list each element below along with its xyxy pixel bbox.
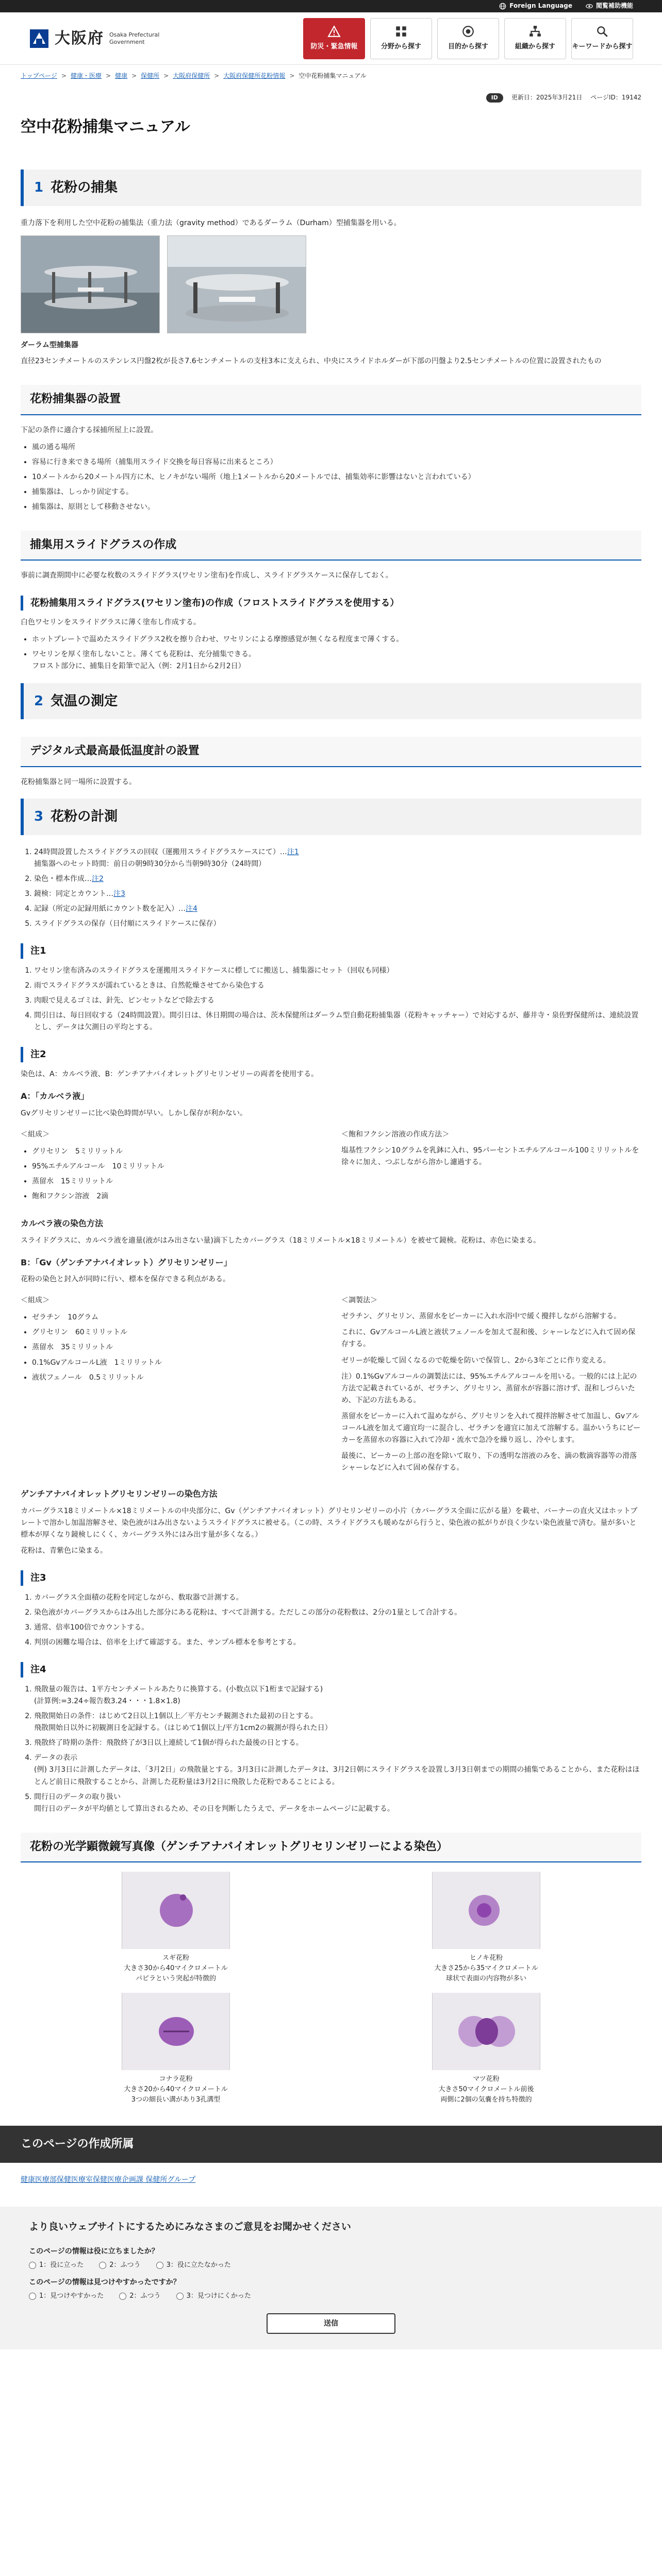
frost-steps xyxy=(32,634,641,672)
survey-question-2: このページの情報は見つけやすかったですか？ xyxy=(29,2278,180,2287)
radio-option[interactable]: 3：見つけにくかった xyxy=(176,2291,251,2301)
radio-option[interactable]: 2：ふつう xyxy=(119,2291,160,2301)
logo-text: 大阪府 xyxy=(55,29,104,47)
page-meta xyxy=(0,88,662,103)
breadcrumb-current: 空中花粉捕集マニュアル xyxy=(299,72,367,79)
setup-conditions xyxy=(32,442,641,513)
osaka-emblem-icon xyxy=(29,28,49,49)
breadcrumb-home[interactable]: トップページ xyxy=(21,72,57,79)
section-heading-collection: 1 花粉の捕集 xyxy=(21,170,641,206)
subheading-slide-prep: 捕集用スライドグラスの作成 xyxy=(21,531,641,561)
list-item: 1. 飛散量の報告は、1平方センチメートルあたりに換算する。(小数点以下1桁まで記録する) (計算例:=3.24÷報告数3.24・・・1.8×1.8) xyxy=(34,1684,641,1707)
list-item: 5. 間行日のデータの取り扱い 間行日のデータが平均値として算出されるため、その日を判断したうえで、データをホームページに記載する。 xyxy=(34,1791,641,1815)
sampler-photo-1 xyxy=(21,235,160,333)
main-content xyxy=(0,170,662,2349)
note-2-heading: 注2 xyxy=(21,1047,641,1062)
radio-option[interactable]: 3：役に立たなかった xyxy=(156,2260,231,2270)
survey-title: より良いウェブサイトにするためにみなさまのご意見をお聞かせください xyxy=(29,2221,351,2233)
micrograph-konara: コナラ花粉 大きさ20から40マイクロメートル 3つの細長い溝があり3孔溝型 xyxy=(21,1993,331,2105)
pollen-image xyxy=(122,1872,230,1949)
micrograph-hinoki: ヒノキ花粉 大きさ25から35マイクロメートル 球状で表面の内容物が多い xyxy=(331,1872,641,1984)
gv-stain-note: 花粉は、青紫色に染まる。 xyxy=(21,1547,107,1555)
contact-heading: このページの作成所属 xyxy=(0,2126,662,2163)
breadcrumb-osaka-health-center[interactable]: 大阪府保健所 xyxy=(173,72,210,79)
survey-options-1 xyxy=(29,2260,633,2270)
subheading-micrographs: 花粉の光学顕微鏡写真像（ゲンチアナバイオレットグリセリンゼリーによる染色） xyxy=(21,1833,641,1862)
subheading-thermometer: デジタル式最高最低温度計の設置 xyxy=(21,737,641,767)
micrograph-matsu: マツ花粉 大きさ50マイクロメートル前後 両側に2個の気嚢を持ち特徴的 xyxy=(331,1993,641,2105)
gv-desc: 花粉の染色と封入が同時に行い、標本を保存できる利点がある。 xyxy=(21,1275,230,1284)
radio-option[interactable]: 1：役に立った xyxy=(29,2260,84,2270)
note-3-list xyxy=(34,1592,641,1649)
breadcrumb: トップページ > 健康・医療 > 健康 > 保健所 > 大阪府保健所 > 大阪府保健所花粉情報 > 空中花粉捕集マニュアル xyxy=(0,65,662,88)
list-item: • 捕集器は、原則として移動させない。 xyxy=(32,501,641,513)
list-item: • 容易に行き来できる場所（捕集用スライド交換を毎日容易に出来るところ） xyxy=(32,456,641,468)
sampler-photos xyxy=(21,235,641,333)
prep-label: ＜調製法＞ xyxy=(341,1296,377,1305)
list-item: 4. データの表示 (例) 3月3日に計測したデータは、「3月2日」の飛散量とする。3月3日に計測したデータは、3月2日朝にスライドグラスを設置し3月3日朝までの期間の捕集であることから、また花粉はほとんど前日に飛散することから、計測した花粉量は3月2日に飛散した花粉であることによる。 xyxy=(34,1752,641,1788)
survey-question-1: このページの情報は役に立ちましたか？ xyxy=(29,2247,159,2256)
composition-label: ＜組成＞ xyxy=(21,1296,49,1305)
composition-label: ＜組成＞ xyxy=(21,1130,49,1139)
logo-subtext: Osaka Prefectural Government xyxy=(109,31,160,45)
micrograph-grid xyxy=(21,1872,641,2105)
gv-stain-desc: カバーグラス18ミリメートル×18ミリメートルの中央部分に、Gv（ゲンチアナバイオレット）グリセリンゼリーの小片（カバーグラス全面に広がる量）を載せ、バーナーの直火又はホットプレートで溶かし加温溶解させ、染色液がはみ出さないようスライドグラスに被せる。（この時、スライドグラスも暖めながら行うと、染色液の拡がりが良く少ない染色液量で済む。量が多いと標本が厚くなり鏡検しにくく、カバーグラス外にはみ出す量が多くなる。） xyxy=(21,1506,638,1539)
nav-emergency[interactable]: 防災・緊急情報 xyxy=(303,18,365,59)
note-1-link[interactable]: 注1 xyxy=(287,848,299,856)
list-item: 2. 染色液がカバーグラスからはみ出した部分にある花粉は、すべて計測する。ただしこの部分の花粉数は、2分の1量として合計する。 xyxy=(34,1607,641,1619)
list-item: 4. 記録（所定の記録用紙にカウント数を記入）…注4 xyxy=(34,903,641,915)
list-item: 1. ワセリン塗布済みのスライドグラスを運搬用スライドケースに標してに搬送し、捕集器にセット（回収も同様） xyxy=(34,965,641,977)
note-2-link[interactable]: 注2 xyxy=(92,874,104,883)
list-item: • 風の通る場所 xyxy=(32,442,641,453)
org-icon xyxy=(528,25,542,38)
list-item: • 10メートルから20メートル四方に木、ヒノキがない場所（地上1メートルから20メートルでは、捕集効率に影響はないと言われている） xyxy=(32,471,641,483)
subheading-setup: 花粉捕集器の設置 xyxy=(21,385,641,415)
pollen-image xyxy=(122,1993,230,2070)
prep-paragraph: これに、GvアルコールL液と液状フェノールを加えて混和後、シャーレなどに入れて固め保存する。 xyxy=(341,1328,636,1349)
gv-title: B：「Gv（ゲンチアナバイオレット）グリセリンゼリー」 xyxy=(21,1257,232,1267)
carbera-desc: Gvグリセリンゼリーに比べ染色時間が早い。しかし保存が利かない。 xyxy=(21,1109,247,1117)
list-item: 2. 飛散開始日の条件：はじめて2日以上1個以上／平方センチ観測された最初の日とする。 飛散開始日以外に初観測日を記録する。（はじめて1個以上/平方1cm2の観測が得られた日） xyxy=(34,1710,641,1734)
nav-by-keyword[interactable]: キーワードから探す xyxy=(571,18,633,59)
carbera-stain-title: カルベラ液の染色方法 xyxy=(21,1218,104,1229)
breadcrumb-health[interactable]: 健康 xyxy=(115,72,128,79)
nav-by-purpose[interactable]: 目的から探す xyxy=(437,18,499,59)
search-icon xyxy=(595,25,609,38)
list-item: • グリセリン 60ミリリットル xyxy=(32,1327,321,1338)
feedback-survey xyxy=(0,2207,662,2349)
carbera-title: A：「カルベラ液」 xyxy=(21,1091,89,1101)
prep-paragraph: 注）0.1%Gvアルコールの調製法には、95%エチルアルコールを用いる。一般的には上記の方法で記載されているが、ゼラチン、グリセリン、蒸留水が容器に溶けず、混和しづらいため、下記の方法もある。 xyxy=(341,1372,637,1404)
gv-composition xyxy=(21,1291,641,1478)
foreign-language-link[interactable]: Foreign Language xyxy=(499,1,572,11)
fuchsin-label: ＜飽和フクシン溶液の作成方法＞ xyxy=(341,1130,450,1139)
note-4-link[interactable]: 注4 xyxy=(186,905,197,913)
note-2-intro: 染色は、A：カルベラ液、B：ゲンチアナバイオレットグリセリンゼリーの両者を使用する。 xyxy=(21,1070,319,1079)
list-item: • ゼラチン 10グラム xyxy=(32,1312,321,1324)
list-item: 5. スライドグラスの保存（日付順にスライドケースに保存） xyxy=(34,918,641,930)
list-item: 1. 24時間設置したスライドグラスの回収（運搬用スライドグラスケースにて）…注1 捕集器へのセット時間：前日の朝9時30分から当朝9時30分（24時間） xyxy=(34,846,641,870)
prep-paragraph: ゼラチン、グリセリン、蒸留水をビーカーに入れ水浴中で緩く攪拌しながら溶解する。 xyxy=(341,1312,621,1321)
list-item: 3. 肉眼で見えるゴミは、針先、ピンセットなどで除去する xyxy=(34,995,641,1007)
page-id: ページID：19142 xyxy=(590,93,641,101)
site-header xyxy=(0,12,662,65)
list-item: • グリセリン 5ミリリットル xyxy=(32,1146,321,1158)
list-item: • 液状フェノール 0.5ミリリットル xyxy=(32,1372,321,1384)
site-logo[interactable] xyxy=(29,26,181,52)
carbera-stain-desc: スライドグラスに、カルベラ液を適量(液がはみ出さない量)滴下したカバーグラス（18ミリメートル×18ミリメートル）を被せて鏡検。花粉は、赤色に染まる。 xyxy=(21,1236,541,1245)
setup-intro: 下記の条件に適合する採捕所屋上に設置。 xyxy=(21,426,158,434)
utility-bar xyxy=(0,0,662,12)
photo-caption: ダーラム型捕集器 xyxy=(21,341,78,350)
slide-intro: 事前に調査期間中に必要な枚数のスライドグラス(ワセリン塗布)を作成し、スライドグラスケースに保存しておく。 xyxy=(21,571,393,580)
survey-options-2 xyxy=(29,2291,633,2301)
note-3-link[interactable]: 注3 xyxy=(113,890,125,899)
list-item: • ワセリンを厚く塗布しないこと。薄くても花粉は、充分捕集できる。 フロスト部分に、捕集日を鉛筆で記入（例：2月1日から2月2日） xyxy=(32,649,641,672)
reading-assist-link[interactable]: 閲覧補助機能 xyxy=(586,1,633,11)
warning-icon xyxy=(327,25,341,38)
frost-intro: 白色ワセリンをスライドグラスに薄く塗布し作成する。 xyxy=(21,618,201,627)
grid-icon xyxy=(394,25,408,38)
collection-intro: 重力落下を利用した空中花粉の捕集法（重力法（gravity method）であるダーラム（Durham）型捕集器を用いる。 xyxy=(21,218,401,227)
submit-button[interactable]: 送信 xyxy=(267,2313,395,2334)
id-badge: ID xyxy=(486,93,503,103)
updated-date: 更新日：2025年3月21日 xyxy=(511,93,583,101)
page-title: 空中花粉捕集マニュアル xyxy=(21,117,190,136)
list-item: 3. 飛散終了時期の条件：飛散終了が3日以上連続して1個が得られた最後の日とする。 xyxy=(34,1737,641,1749)
list-item: • 捕集器は、しっかり固定する。 xyxy=(32,486,641,498)
note-3-heading: 注3 xyxy=(21,1570,641,1586)
photo-description: 直径23センチメートルのステンレス円盤2枚が長さ7.6センチメートルの支柱3本に支えられ、中央にスライドホルダーが下部の円盤より2.5センチメートルの位置に設置されたもの xyxy=(21,357,602,366)
gv-stain-title: ゲンチアナバイオレットグリセリンゼリーの染色方法 xyxy=(21,1489,218,1499)
contact-department-link[interactable]: 健康医療部保健医療室保健医療企画課 保健所グループ xyxy=(21,2176,196,2184)
radio-option[interactable]: 1：見つけやすかった xyxy=(29,2291,104,2301)
note-4-heading: 注4 xyxy=(21,1662,641,1677)
prep-paragraph: 蒸留水をビーカーに入れて温めながら、グリセリンを入れて撹拌溶解させて加温し、GvアルコールL液を加えて適宜均一に混合し、ゼラチンを適宜に加えて溶解する。温かいうちにビーカーを蒸留水の容器に入れて冷却・流水で急冷を繰り返し、冷やします。 xyxy=(341,1412,641,1445)
prep-paragraph: ゼリーが乾燥して固くなるので乾燥を防いで保管し、2から3年ごとに作り変える。 xyxy=(341,1356,610,1365)
micrograph-sugi: スギ花粉 大きさ30から40マイクロメートル パピラという突起が特徴的 xyxy=(21,1872,331,1984)
list-item: • 蒸留水 15ミリリットル xyxy=(32,1176,321,1188)
list-item: 2. 染色・標本作成…注2 xyxy=(34,873,641,885)
list-item: 2. 雨でスライドグラスが濡れているときは、自然乾燥させてから染色する xyxy=(34,980,641,992)
target-icon xyxy=(461,25,475,38)
eye-icon xyxy=(586,3,593,10)
list-item: 3. 鏡検：同定とカウント…注3 xyxy=(34,888,641,900)
list-item: 1. カバーグラス全面積の花粉を同定しながら、数取器で計測する。 xyxy=(34,1592,641,1604)
pollen-image xyxy=(432,1993,540,2070)
section-heading-temperature: 2 気温の測定 xyxy=(21,683,641,720)
list-item: • ホットプレートで温めたスライドグラス2枚を擦り合わせ、ワセリンによる摩擦感覚が無くなる程度まで薄くする。 xyxy=(32,634,641,646)
list-item: • 0.1%GvアルコールL液 1ミリリットル xyxy=(32,1357,321,1369)
measurement-steps xyxy=(34,846,641,930)
note-4-list xyxy=(34,1684,641,1815)
sampler-photo-2 xyxy=(167,235,306,333)
carbera-composition xyxy=(21,1125,641,1208)
pollen-image xyxy=(432,1872,540,1949)
list-item: 4. 間引日は、毎日回収する（24時間設置）。間引日は、休日期間の場合は、茨木保健所はダーラム型自動花粉捕集器（花粉キャッチャー）で対応するが、藤井寺・泉佐野保健所は、連続設置とし、データは欠測日の平均とする。 xyxy=(34,1010,641,1033)
list-item: • 飽和フクシン溶液 2滴 xyxy=(32,1191,321,1202)
note-1-heading: 注1 xyxy=(21,943,641,959)
global-nav xyxy=(303,18,633,59)
subheading-frost-slide: 花粉捕集用スライドグラス(ワセリン塗布)の作成（フロストスライドグラスを使用する） xyxy=(21,596,641,611)
note-1-list xyxy=(34,965,641,1033)
list-item: • 蒸留水 35ミリリットル xyxy=(32,1342,321,1353)
list-item: 3. 通常、倍率100倍でカウントする。 xyxy=(34,1622,641,1634)
section-heading-measurement: 3 花粉の計測 xyxy=(21,799,641,835)
breadcrumb-health-medical[interactable]: 健康・医療 xyxy=(70,72,102,79)
breadcrumb-pollen-info[interactable]: 大阪府保健所花粉情報 xyxy=(223,72,286,79)
thermometer-text: 花粉捕集器と同一場所に設置する。 xyxy=(21,777,136,786)
prep-paragraph: 最後に、ビーカーの上部の泡を除いて取り、下の透明な溶液のみを、滴の数滴容器等の滑落シャーレなどに入れて固め保存する。 xyxy=(341,1452,637,1472)
breadcrumb-health-center[interactable]: 保健所 xyxy=(141,72,160,79)
globe-icon xyxy=(499,3,506,10)
nav-by-field[interactable]: 分野から探す xyxy=(370,18,432,59)
fuchsin-desc: 塩基性フクシン10グラムを乳鉢に入れ、95パーセントエチルアルコール100ミリリットルを徐々に加え、つぶしながら溶かし濾過する。 xyxy=(341,1146,639,1166)
list-item: 4. 判別の困難な場合は、倍率を上げて確認する。また、サンプル標本を参考とする。 xyxy=(34,1637,641,1649)
list-item: • 95%エチルアルコール 10ミリリットル xyxy=(32,1161,321,1173)
radio-option[interactable]: 2：ふつう xyxy=(99,2260,140,2270)
nav-by-organization[interactable]: 組織から探す xyxy=(504,18,566,59)
